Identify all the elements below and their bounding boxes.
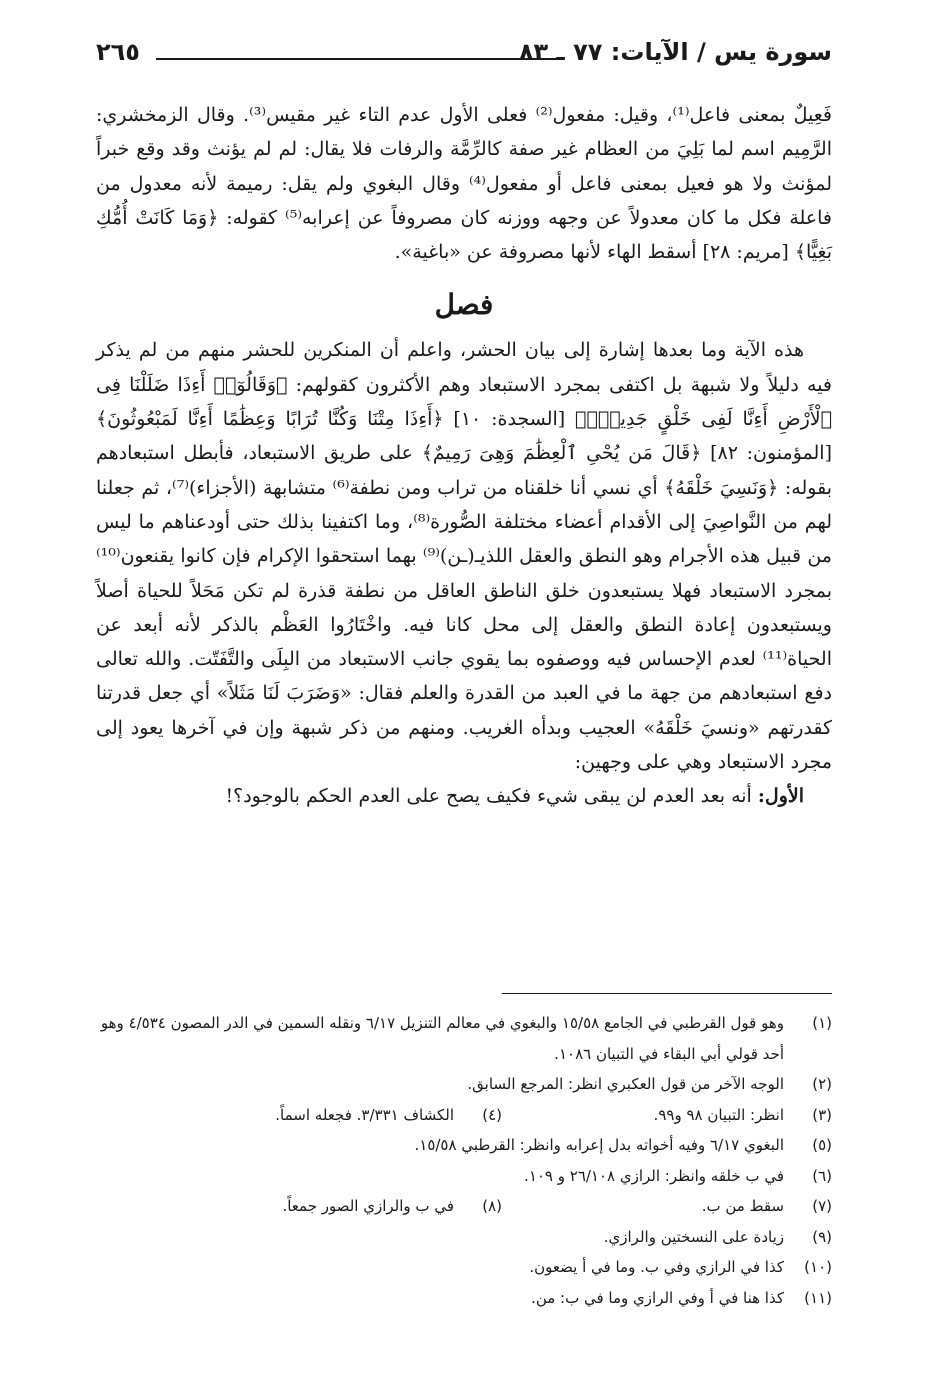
footnote-number: (٢) [812,1075,832,1093]
paragraph-3-label: الأول: [757,785,804,808]
footnote-text: زيادة على النسختين والرازي. [603,1227,784,1246]
footnote-number: (١١) [804,1288,832,1307]
footnote-text: سقط من ب. [701,1197,784,1215]
paragraph-2: هذه الآية وما بعدها إشارة إلى بيان الحشر، واعلم أن المنكرين للحشر منهم من لم يذكر فيه دليلاً ولا شبهة بل اكتفى بمجرد الاستبعاد وهم الأكثرون كقولهم: ﴿وَقَالُوٓا۟ أَءِذَا ضَلَلْنَا فِى ٱلْأَرْضِ أَءِنَّا لَفِى خَلْقٍ جَدِيدٍۭ﴾ [السجدة: ١٠] ﴿أَءِذَا مِتْنَا وَكُنَّا تُرَابًا وَعِظَٰمًا أَءِنَّا لَمَبْعُوثُونَ﴾ [المؤمنون: ٨٢] ﴿قَالَ مَن يُحْىِ ٱلْعِظَٰمَ وَهِىَ رَمِيمٌ﴾ على طريق الاستبعاد، فأبطل استبعادهم بقوله: ﴿وَنَسِيَ خَلْقَهُ﴾ أي نسي أنا خلقناه من تراب ومن نطفة⁽⁶⁾ متشابهة (الأجزاء)⁽⁷⁾، ثم جعلنا لهم من النَّواصِيَ إلى الأقدام أعضاء مختلفة الصُّورة⁽⁸⁾، وما اكتفينا بذلك حتى أودعناهم ما ليس من قبيل هذه الأجرام وهو النطق والعقل اللذيـ(ـن)⁽⁹⁾ بهما استحقوا الإكرام فإن كانوا يقنعون⁽¹⁰⁾ بمجرد الاستبعاد فهلا يستبعدون خلق الناطق العاقل من نطفة قذرة لم تكن مَحَلاً للحياة أصلاً ويستبعدون إعادة النطق والعقل إلى محل كانا فيه. واخْتَارُوا العَظْم بالذكر لأنه أبعد عن الحياة⁽¹¹⁾ لعدم الإحساس فيه ووصفوه بما يقوي جانب الاستبعاد من البِلَى والتَّفَتّت. والله تعالى دفع استبعادهم من جهة ما في العبد من القدرة والعلم فقال: «وَضَرَبَ لَنَا مَثَلاً» أي جعل قدرتنا كقدرتهم «ونسيَ خَلْقَهُ» العجيب وبدأه الغريب. ومنهم من ذكر شبهة وإن في آخرها يعود إلى مجرد الاستبعاد وهي على وجهين: [96,339,833,774]
footnote-number: (٧) [812,1197,832,1215]
footnote-separator [502,993,832,994]
page-number: ٢٦٥ [96,38,140,66]
running-header [96,30,832,70]
footnote-number: (٥) [812,1136,832,1154]
footnote-6 [96,1161,832,1192]
section-title: فصل [434,288,494,322]
footnote-number: (٣) [812,1105,832,1124]
footnote-text: وهو قول القرطبي في الجامع ١٥/٥٨ والبغوي في معالم التنزيل ٦/١٧ ونقله السمين في الدر المصون ٤/٥٣٤ وهو أحد قولي أبي البقاء في التبيان ١٠٨٦. [100,1014,784,1063]
footnote-number: (١٠) [804,1258,832,1276]
running-title: سورة يس / الآيات: ٧٧ ـ ٨٣ [518,38,832,66]
paragraph-3 [96,779,832,813]
footnote-8 [172,1191,502,1222]
footnote-text: كذا هنا في أ وفي الرازي وما في ب: من. [531,1288,784,1307]
footnote-text: في ب والرازي الصور جمعاً. [282,1197,454,1215]
paragraph-1: فَعِيلٌ بمعنى فاعل⁽¹⁾، وقيل: مفعول⁽²⁾ فعلى الأول عدم التاء غير مقيس⁽³⁾. وقال الزمخشري: الرَّمِيم اسم لما بَلِيَ من العظام غير صفة كالرِّمَّة والرفات فلا يقال: لم لم يؤنث وقد وقع خبراً لمؤنث ولا هو فعيل بمعنى فاعل أو مفعول⁽⁴⁾ وقال البغوي ولم يقل: رميمة لأنه معدول من فاعلة فكل ما كان معدولاً عن وجهه ووزنه كان مصروفاً عن إعرابه⁽⁵⁾ كقوله: ﴿وَمَا كَانَتْ أُمُّكِ بَغِيًّا﴾ [مريم: ٢٨] أسقط الهاء لأنها مصروفة عن «باغية». [96,104,833,264]
footnote-text: الكشاف ٣/٣٣١. فجعله اسماً. [275,1105,454,1124]
footnote-number: (٦) [812,1166,832,1185]
header-rule [156,58,562,60]
footnotes [96,1008,832,1313]
footnote-10 [96,1252,832,1283]
paragraph-3-text: أنه بعد العدم لن يبقى شيء فكيف يصح على العدم الحكم بالوجود؟! [225,785,752,808]
footnote-11 [96,1283,832,1314]
footnote-text: الوجه الآخر من قول العكبري انظر: المرجع السابق. [467,1075,784,1093]
footnote-3-4 [96,1100,832,1131]
footnote-text: انظر: التبيان ٩٨ و٩٩. [653,1105,784,1124]
footnote-7 [502,1191,832,1222]
footnote-5 [96,1130,832,1161]
footnote-7-8 [96,1191,832,1222]
main-text [96,98,832,814]
footnote-number: (١) [812,1014,832,1032]
footnote-text: البغوي ٦/١٧ وفيه أخواته بدل إعرابه وانظر: القرطبي ١٥/٥٨. [414,1136,784,1154]
footnote-9 [96,1222,832,1253]
footnote-number: (٨) [482,1197,502,1215]
footnote-4 [172,1100,502,1131]
footnote-number: (٤) [482,1105,502,1124]
footnote-1 [96,1008,832,1069]
footnote-text: كذا في الرازي وفي ب. وما في أ يضعون. [529,1258,784,1276]
footnote-3 [502,1100,832,1131]
footnote-text: في ب خلقه وانظر: الرازي ٢٦/١٠٨ و ١٠٩. [524,1166,784,1185]
footnote-2 [96,1069,832,1100]
footnote-number: (٩) [812,1227,832,1246]
